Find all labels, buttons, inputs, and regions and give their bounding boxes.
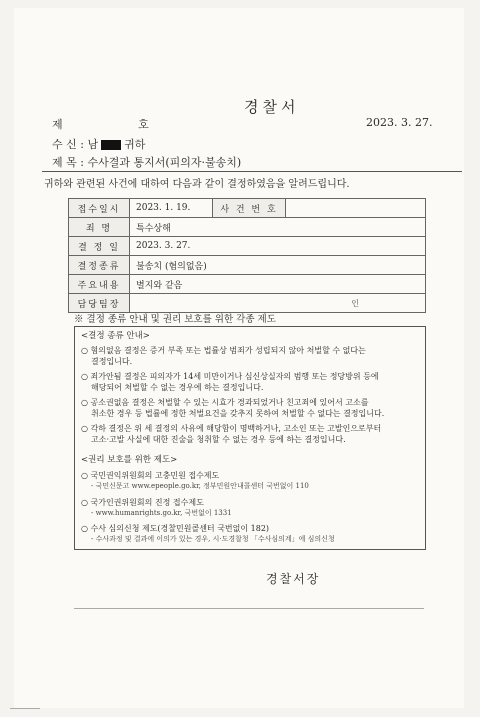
list-item: ○ 공소권없음 결정은 처벌할 수 있는 시효가 경과되었거나 친고죄에 있어서 고소를 <box>81 398 369 407</box>
seal-stamp: 인 <box>351 298 359 308</box>
row-label: 결정종류 <box>69 256 130 275</box>
row-label: 결 정 일 <box>69 237 130 256</box>
subject-line: 제 목 : 수사결과 통지서(피의자·불송치) <box>52 156 242 169</box>
closing-signature: 경찰서장 <box>266 572 321 586</box>
list-item-cont: - 국민신문고 www.epeople.go.kr, 정부민원안내콜센터 국번없이 110 <box>91 482 309 490</box>
table-row <box>69 218 426 237</box>
list-item: ○ 죄가안됨 결정은 피의자가 14세 미만이거나 심신상실자의 범행 또는 정당방위 등에 <box>81 372 379 381</box>
divider <box>42 171 462 172</box>
row-label: 담당팀장 <box>69 294 130 313</box>
list-item: ○ 각하 결정은 위 세 결정의 사유에 해당함이 명백하거나, 고소인 또는 고발인으로부터 <box>81 424 382 433</box>
row-value: 불송치 (혐의없음) <box>130 256 426 275</box>
table-row <box>69 275 426 294</box>
list-item-cont: - www.humanrights.go.kr, 국번없이 1331 <box>91 509 232 517</box>
guide-box <box>74 326 426 550</box>
document-page <box>14 8 464 708</box>
table-row <box>69 237 426 256</box>
row-value <box>286 199 426 218</box>
guide-heading: ※ 결정 종류 안내 및 권리 보호를 위한 각종 제도 <box>74 314 276 325</box>
row-value: 별지와 같음 <box>130 275 426 294</box>
row-value: 2023. 1. 19. <box>130 199 213 218</box>
document-title: 경찰서 <box>244 98 300 116</box>
section-title: <결정 종류 안내> <box>81 331 150 341</box>
recipient-suffix: 귀하 <box>124 138 146 151</box>
list-item: ○ 국민권익위원회의 고충민원 접수제도 <box>81 471 220 480</box>
list-item: ○ 국가인권위원회의 진정 접수제도 <box>81 498 204 507</box>
row-label: 사 건 번 호 <box>213 199 286 218</box>
row-label: 죄 명 <box>69 218 130 237</box>
list-item-cont: 취소한 경우 등 법률에 정한 처벌요건을 갖추지 못하여 처벌할 수 없다는 결정입니다. <box>91 409 385 418</box>
row-value: 2023. 3. 27. <box>130 237 426 256</box>
recipient-line <box>52 136 145 152</box>
divider <box>74 608 424 609</box>
row-value <box>130 294 426 313</box>
document-date: 2023. 3. 27. <box>366 116 433 129</box>
row-label: 주요내용 <box>69 275 130 294</box>
recipient-prefix: 수 신 : 남 <box>52 138 99 151</box>
table-row <box>69 294 426 313</box>
list-item-cont: 고소·고발 사실에 대한 진술을 청취할 수 없는 경우 등에 하는 결정입니다. <box>91 435 346 444</box>
case-info-table <box>68 198 426 313</box>
table-row <box>69 199 426 218</box>
list-item: ○ 수사 심의신청 제도(경찰민원콜센터 국번없이 182) <box>81 524 270 533</box>
scan-edge-mark <box>10 708 40 709</box>
row-label: 접수일시 <box>69 199 130 218</box>
list-item-cont: 해당되어 처벌할 수 없는 경우에 하는 결정입니다. <box>91 383 264 392</box>
row-value: 특수상해 <box>130 218 426 237</box>
document-number: 제 호 <box>52 118 185 131</box>
intro-text: 귀하와 관련된 사건에 대하여 다음과 같이 결정하였음을 알려드립니다. <box>44 179 350 190</box>
list-item-cont: - 수사과정 및 결과에 이의가 있는 경우, 시·도경찰청 「수사심의계」에 심의신청 <box>91 535 335 543</box>
section-title: <권리 보호를 위한 제도> <box>81 455 178 465</box>
list-item: ○ 혐의없음 결정은 증거 부족 또는 법률상 범죄가 성립되지 않아 처벌할 수 없다는 <box>81 346 366 355</box>
redaction-block <box>101 140 121 150</box>
list-item-cont: 결정입니다. <box>91 357 133 366</box>
table-row <box>69 256 426 275</box>
